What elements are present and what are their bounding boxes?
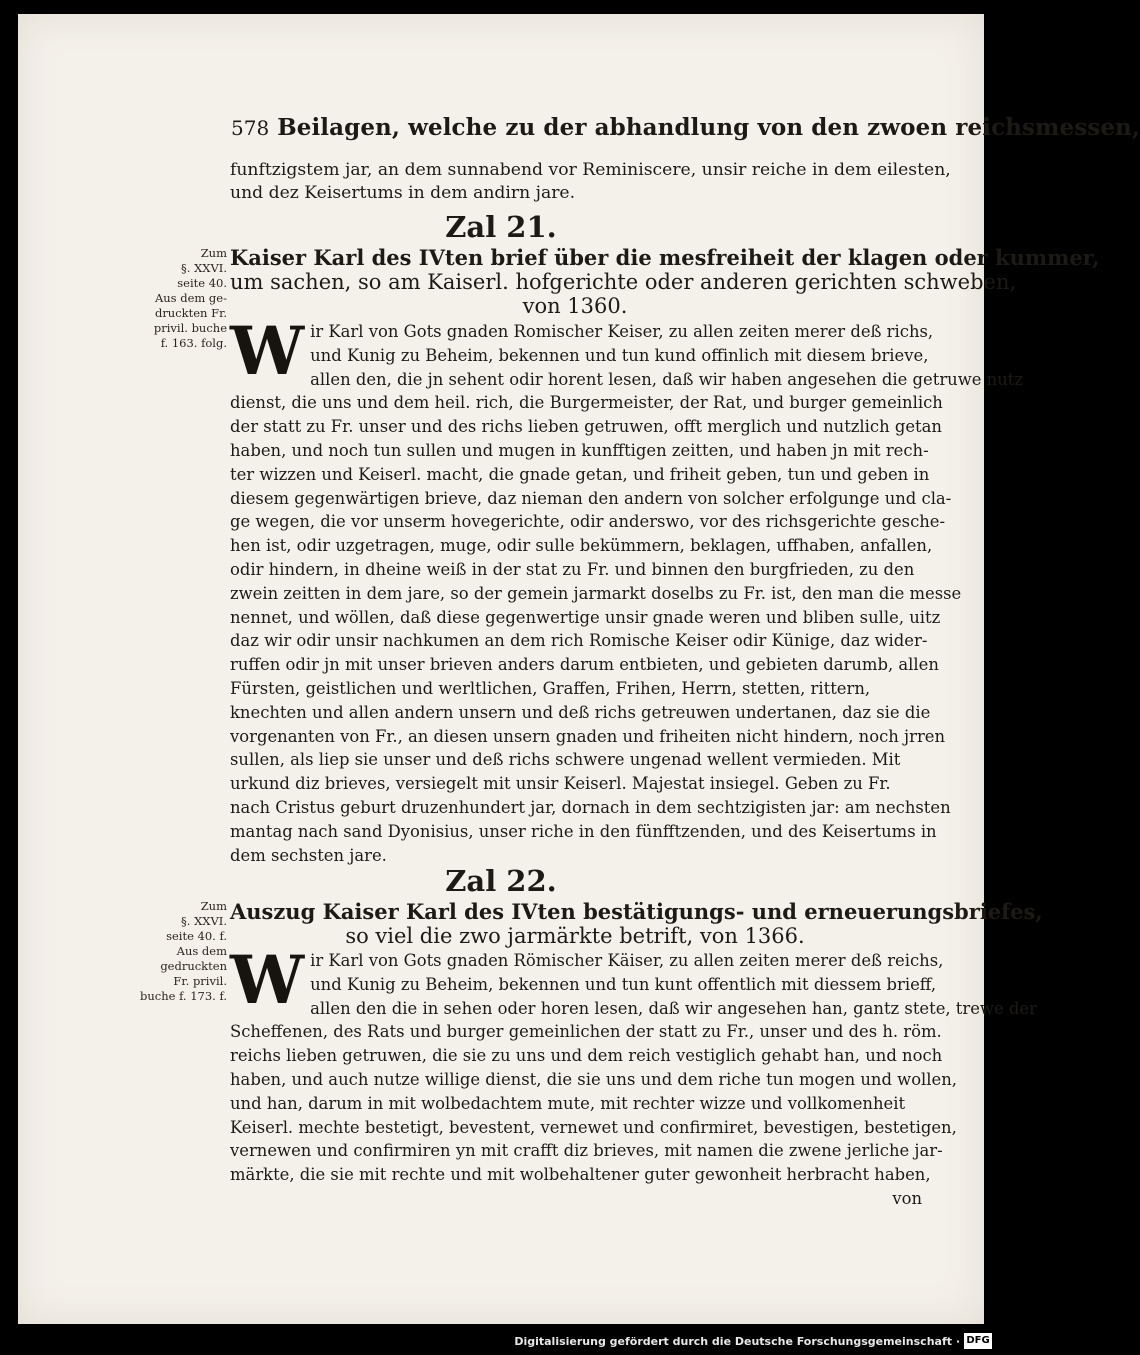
section-body-22 — [230, 941, 1037, 1211]
body-line: der statt zu Fr. unser und des richs lieben getruwen, offt merglich und nutzlich getan — [230, 417, 942, 437]
margin-note-line: Fr. privil. — [173, 974, 227, 988]
body-line: nennet, und wöllen, daß diese gegenwertige unsir gnade weren und bliben sulle, uitz — [230, 607, 941, 627]
body-line: vorgenanten von Fr., an diesen unsern gnaden und friheiten nicht hindern, noch jrren — [230, 726, 946, 746]
margin-note-line: privil. buche — [153, 321, 227, 335]
body-line: nach Cristus geburt druzenhundert jar, dornach in dem sechtzigisten jar: am nechsten — [230, 797, 951, 817]
catchword: von — [892, 1188, 922, 1208]
margin-note-line: Zum — [200, 246, 227, 260]
body-line: Fürsten, geistlichen und werltlichen, Graffen, Frihen, Herrn, stetten, rittern, — [230, 678, 871, 698]
margin-note-line: Aus dem ge- — [154, 291, 227, 305]
drop-cap: W — [230, 941, 305, 1019]
body-line: haben, und noch tun sullen und mugen in kunfftigen zeitten, und haben jn mit rech- — [230, 440, 929, 460]
body-line: daz wir odir unsir nachkumen an dem rich Romische Keiser odir Künige, daz wider- — [230, 631, 928, 651]
section-body-21 — [230, 312, 1023, 867]
section-heading-21 — [230, 245, 1100, 318]
body-line: ir Karl von Gots gnaden Römischer Käiser, zu allen zeiten merer deß reichs, — [310, 951, 944, 970]
body-line: hen ist, odir uzgetragen, muge, odir sulle bekümmern, beklagen, uffhaben, anfallen, — [230, 536, 933, 556]
body-line: mantag nach sand Dyonisius, unser riche in den fünfftzenden, und des Keisertums in — [230, 821, 937, 841]
body-line: ter wizzen und Keiserl. macht, die gnade getan, und friheit geben, tun und geben in — [230, 464, 930, 484]
body-line: Scheffenen, des Rats und burger gemeinlichen der statt zu Fr., unser und des h. röm. — [230, 1022, 942, 1042]
margin-note-line: druckten Fr. — [154, 306, 227, 320]
body-line: ruffen odir jn mit unser brieven anders darum entbieten, und gebieten darumb, allen — [230, 655, 939, 675]
body-line: ir Karl von Gots gnaden Romischer Keiser, zu allen zeiten merer deß richs, — [310, 322, 934, 341]
section-title-22: Zal 22. — [445, 864, 557, 898]
section-title-21: Zal 21. — [445, 210, 557, 244]
body-line: diesem gegenwärtigen brieve, daz nieman den andern von solcher erfolgunge und cla- — [230, 488, 952, 508]
body-line: reichs lieben getruwen, die sie zu uns und dem reich vestiglich gehabt han, und noch — [230, 1046, 943, 1066]
margin-note-line: §. XXVI. — [181, 261, 227, 275]
margin-note-line: seite 40. — [177, 276, 227, 290]
body-line: dem sechsten jare. — [230, 845, 387, 865]
heading-line: so viel die zwo jarmärkte betrift, von 1366. — [345, 924, 805, 948]
document-page — [18, 14, 1140, 1324]
heading-line: von 1360. — [522, 294, 628, 318]
page-number: 578 — [231, 116, 270, 140]
continuation-text — [230, 159, 951, 205]
running-header — [231, 114, 1140, 154]
body-line: und Kunig zu Beheim, bekennen und tun kunt offentlich mit diessem brieff, — [310, 974, 937, 994]
heading-line: um sachen, so am Kaiserl. hofgerichte oder anderen gerichten schweben, — [230, 270, 1017, 294]
body-line: sullen, als liep sie unser und deß richs schwere ungenad wellent vermieden. Mit — [230, 750, 901, 770]
margin-note-line: f. 163. folg. — [160, 336, 227, 350]
heading-line: Auszug Kaiser Karl des IVten bestätigungs- und erneuerungsbriefes, — [230, 899, 1043, 924]
margin-note-21 — [131, 246, 227, 351]
margin-note-line: seite 40. f. — [166, 929, 227, 943]
continuation-line: funftzigstem jar, an dem sunnabend vor Reminiscere, unsir reiche in dem eilesten, — [230, 160, 951, 180]
margin-note-line: buche f. 173. f. — [140, 989, 227, 1003]
footer-bar — [0, 1328, 1000, 1355]
body-line: allen den, die jn sehent odir horent lesen, daß wir haben angesehen die getruwe nutz — [310, 369, 1023, 389]
body-line: ge wegen, die vor unserm hovegerichte, odir anderswo, vor des richsgerichte gesche- — [230, 512, 946, 532]
body-line: dienst, die uns und dem heil. rich, die Burgermeister, der Rat, und burger gemeinlich — [230, 393, 943, 413]
drop-cap: W — [230, 312, 305, 390]
body-line: knechten und allen andern unsern und deß richs getreuwen undertanen, daz sie die — [230, 702, 931, 722]
body-line: haben, und auch nutze willige dienst, die sie uns und dem riche tun mogen und wollen, — [230, 1069, 958, 1089]
body-line: odir hindern, in dheine weiß in der stat zu Fr. und binnen den burgfrieden, zu den — [230, 559, 915, 579]
body-line: und han, darum in mit wolbedachtem mute, mit rechter wizze und vollkomenheit — [230, 1093, 906, 1113]
footer-credit: Digitalisierung gefördert durch die Deutsche Forschungsgemeinschaft · — [514, 1335, 960, 1348]
margin-note-line: §. XXVI. — [181, 914, 227, 928]
body-line: vernewen und confirmiren yn mit crafft diz brieves, mit namen die zwene jerliche jar- — [230, 1141, 943, 1161]
margin-note-line: Aus dem — [176, 944, 227, 958]
heading-line: Kaiser Karl des IVten brief über die mesfreiheit der klagen oder kummer, — [230, 245, 1100, 270]
continuation-line: und dez Keisertums in dem andirn jare. — [230, 182, 576, 203]
body-line: allen den die in sehen oder horen lesen, daß wir angesehen han, gantz stete, trewe der — [310, 998, 1037, 1018]
margin-note-line: Zum — [200, 899, 227, 913]
margin-note-line: gedruckten — [160, 959, 227, 973]
margin-note-22 — [131, 899, 227, 1004]
dfg-logo: DFG — [964, 1333, 992, 1349]
section-heading-22 — [230, 899, 1043, 948]
body-line: Keiserl. mechte bestetigt, bevestent, vernewet und confirmiret, bevestigen, bestetigen, — [230, 1117, 957, 1137]
body-line: märkte, die sie mit rechte und mit wolbehaltener guter gewonheit herbracht haben, — [230, 1165, 931, 1185]
header-title: Beilagen, welche zu der abhandlung von den zwoen reichsmessen, — [277, 114, 1140, 141]
body-line: urkund diz brieves, versiegelt mit unsir Keiserl. Majestat insiegel. Geben zu Fr. — [230, 774, 891, 794]
body-line: zwein zeitten in dem jare, so der gemein jarmarkt doselbs zu Fr. ist, den man die messe — [230, 583, 962, 603]
body-line: und Kunig zu Beheim, bekennen und tun kund offinlich mit diesem brieve, — [310, 345, 929, 365]
